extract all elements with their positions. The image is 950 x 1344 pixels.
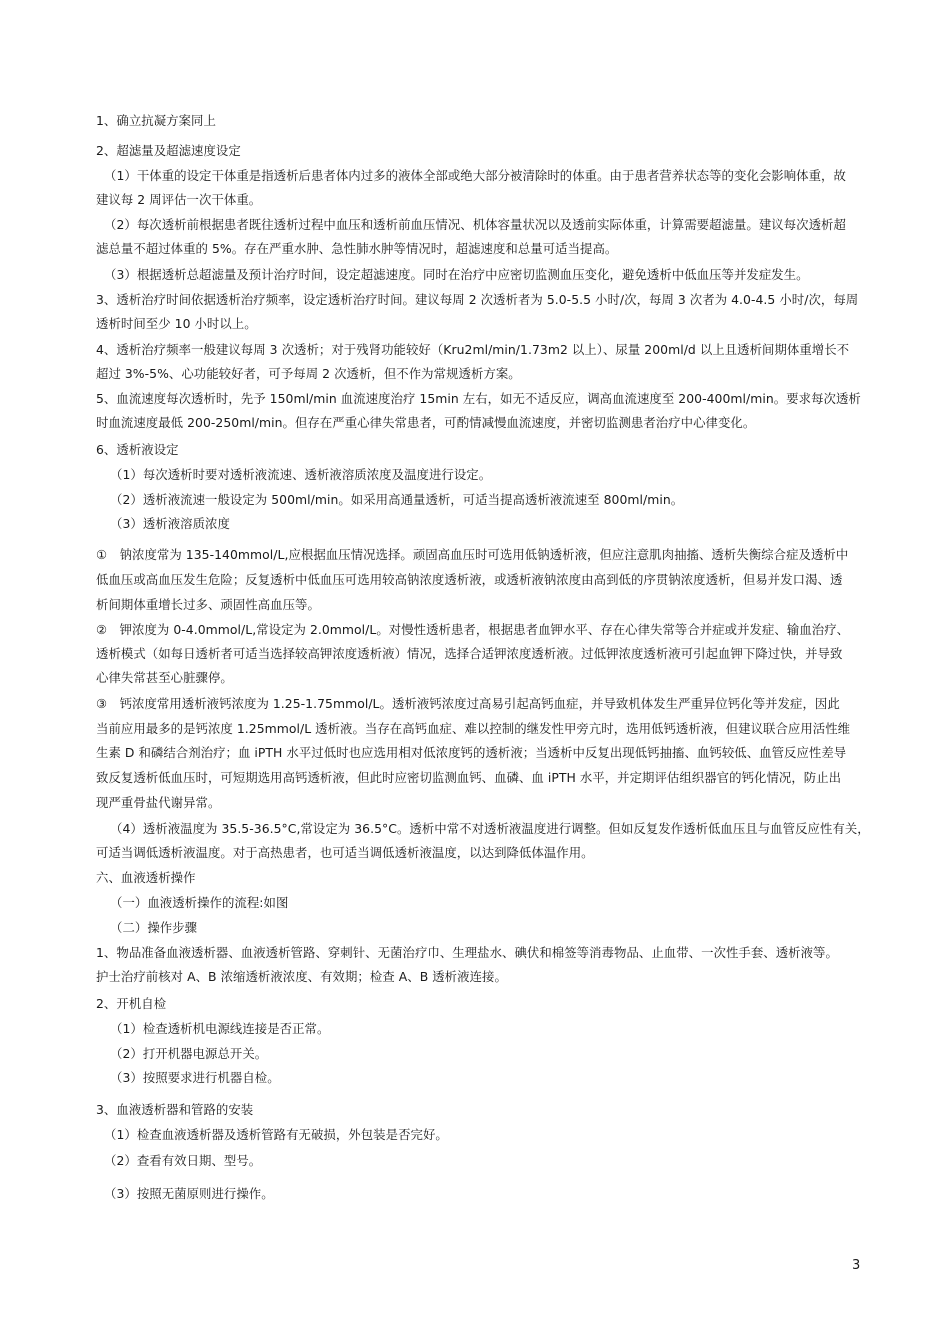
text-line: 透析时间至少 10 小时以上。	[96, 316, 257, 331]
text-line: 4、透析治疗频率一般建议每周 3 次透析；对于残肾功能较好（Kru2ml/min/1.73m2 以上）、尿量 200ml/d 以上且透析间期体重增长不	[96, 342, 850, 357]
text-line: （3）按照要求进行机器自检。	[110, 1070, 280, 1085]
text-line: 当前应用最多的是钙浓度 1.25mmol/L 透析液。当存在高钙血症、难以控制的继发性甲旁亢时，选用低钙透析液，但建议联合应用活性维	[96, 721, 851, 736]
text-line: （一）血液透析操作的流程:如图	[110, 895, 289, 910]
text-line: 1、确立抗凝方案同上	[96, 113, 216, 128]
text-line: 2、超滤量及超滤速度设定	[96, 143, 241, 158]
text-line: 可适当调低透析液温度。对于高热患者，也可适当调低透析液温度，以达到降低体温作用。	[96, 845, 594, 860]
text-line: （1）每次透析时要对透析液流速、透析液溶质浓度及温度进行设定。	[110, 467, 492, 482]
text-line: （2）每次透析前根据患者既往透析过程中血压和透析前血压情况、机体容量状况以及透前实际体重，计算需要超滤量。建议每次透析超	[104, 217, 846, 232]
text-line: 护士治疗前核对 A、B 浓缩透析液浓度、有效期；检查 A、B 透析液连接。	[96, 969, 507, 984]
text-line: （3）根据透析总超滤量及预计治疗时间，设定超滤速度。同时在治疗中应密切监测血压变化，避免透析中低血压等并发症发生。	[104, 267, 809, 282]
text-line: （1）检查透析机电源线连接是否正常。	[110, 1021, 330, 1036]
text-line: （2）查看有效日期、型号。	[104, 1153, 262, 1168]
text-line: （3）按照无菌原则进行操作。	[104, 1186, 274, 1201]
text-line: 时血流速度最低 200-250ml/min。但存在严重心律失常患者，可酌情减慢血流速度，并密切监测患者治疗中心律变化。	[96, 415, 756, 430]
text-line: （1）检查血液透析器及透析管路有无破损，外包装是否完好。	[104, 1127, 448, 1142]
page-number: 3	[852, 1258, 861, 1273]
text-line: （二）操作步骤	[110, 920, 198, 935]
text-line: 现严重骨盐代谢异常。	[96, 795, 221, 810]
text-line: （3）透析液溶质浓度	[110, 516, 230, 531]
text-line: 1、物品准备血液透析器、血液透析管路、穿刺针、无菌治疗巾、生理盐水、碘伏和棉签等消毒物品、止血带、一次性手套、透析液等。	[96, 945, 838, 960]
text-line: 致反复透析低血压时，可短期选用高钙透析液，但此时应密切监测血钙、血磷、血 iPTH 水平，并定期评估组织器官的钙化情况，防止出	[96, 770, 842, 785]
text-line: 3、透析治疗时间依据透析治疗频率，设定透析治疗时间。建议每周 2 次透析者为 5.0-5.5 小时/次，每周 3 次者为 4.0-4.5 小时/次，每周	[96, 292, 859, 307]
text-line: ③ 钙浓度常用透析液钙浓度为 1.25-1.75mmol/L。透析液钙浓度过高易引起高钙血症，并导致机体发生严重异位钙化等并发症，因此	[96, 696, 840, 711]
text-line: 透析模式（如每日透析者可适当选择较高钾浓度透析液）情况，选择合适钾浓度透析液。过低钾浓度透析液可引起血钾下降过快，并导致	[96, 646, 843, 661]
text-line: 5、血流速度每次透析时，先予 150ml/min 血流速度治疗 15min 左右，如无不适反应，调高血流速度至 200-400ml/min。要求每次透析	[96, 391, 861, 406]
text-line: 6、透析液设定	[96, 442, 179, 457]
text-line: ② 钾浓度为 0-4.0mmol/L,常设定为 2.0mmol/L。对慢性透析患者，根据患者血钾水平、存在心律失常等合并症或并发症、输血治疗、	[96, 622, 850, 637]
text-line: 建议每 2 周评估一次干体重。	[96, 192, 262, 207]
text-line: （2）打开机器电源总开关。	[110, 1046, 268, 1061]
text-line: 析间期体重增长过多、顽固性高血压等。	[96, 597, 320, 612]
text-line: 2、开机自检	[96, 996, 167, 1011]
text-line: （2）透析液流速一般设定为 500ml/min。如采用高通量透析，可适当提高透析液流速至 800ml/min。	[110, 492, 684, 507]
text-line: 超过 3%-5%、心功能较好者，可予每周 2 次透析，但不作为常规透析方案。	[96, 366, 521, 381]
text-line: ① 钠浓度常为 135-140mmol/L,应根据血压情况选择。顽固高血压时可选用低钠透析液，但应注意肌肉抽搐、透析失衡综合症及透析中	[96, 547, 849, 562]
text-line: （1）干体重的设定干体重是指透析后患者体内过多的液体全部或绝大部分被清除时的体重。由于患者营养状态等的变化会影响体重，故	[104, 168, 846, 183]
text-line: 心律失常甚至心脏骤停。	[96, 670, 233, 685]
text-line: 滤总量不超过体重的 5%。存在严重水肿、急性肺水肿等情况时，超滤速度和总量可适当提高。	[96, 241, 618, 256]
text-line: （4）透析液温度为 35.5-36.5°C,常设定为 36.5°C。透析中常不对透析液温度进行调整。但如反复发作透析低血压且与血管反应性有关，	[110, 821, 870, 836]
text-line: 生素 D 和磷结合剂治疗；血 iPTH 水平过低时也应选用相对低浓度钙的透析液；当透析中反复出现低钙抽搐、血钙较低、血管反应性差导	[96, 745, 847, 760]
text-line: 六、血液透析操作	[96, 870, 196, 885]
text-line: 3、血液透析器和管路的安装	[96, 1102, 254, 1117]
text-line: 低血压或高血压发生危险；反复透析中低血压可选用较高钠浓度透析液，或透析液钠浓度由高到低的序贯钠浓度透析，但易并发口渴、透	[96, 572, 843, 587]
